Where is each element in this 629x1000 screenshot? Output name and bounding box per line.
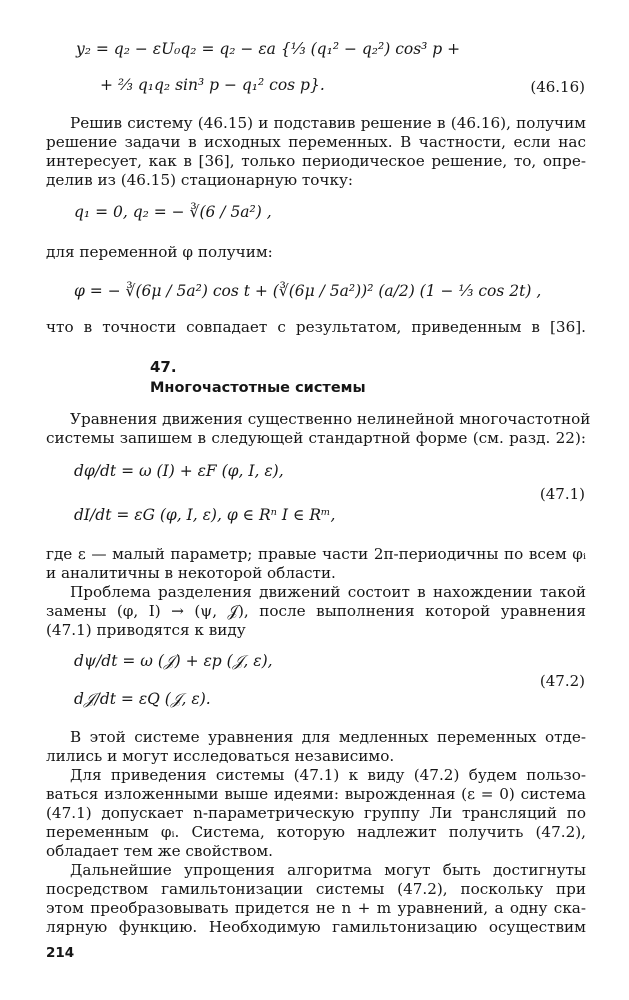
paragraph2-line-1: Уравнения движения существенно нелинейной многочастотной: [70, 410, 591, 428]
paragraph1-line-4: делив из (46.15) стационарную точку:: [46, 171, 354, 189]
page-number: 214: [46, 945, 75, 961]
paragraph6-line-3: (47.1) допускает n-параметрическую группу Ли трансляций по: [46, 804, 586, 822]
equation-47-1-line-2: dI/dt = εG (φ, I, ε), φ ∈ Rⁿ I ∈ Rᵐ,: [74, 506, 336, 524]
paragraph6-line-1: Для приведения системы (47.1) к виду (47.2) будем пользо-: [70, 766, 586, 784]
paragraph3-line-2: и аналитичны в некоторой области.: [46, 564, 336, 582]
paragraph6-line-5: обладает тем же свойством.: [46, 842, 273, 860]
text-coincides: что в точности совпадает с результатом, приведенным в [36].: [46, 318, 586, 336]
paragraph7-line-4: лярную функцию. Необходимую гамильтонизацию осуществим: [46, 918, 586, 936]
paragraph7-line-1: Дальнейшие упрощения алгоритма могут быть достигнуты: [70, 861, 586, 879]
paragraph5-line-1: В этой системе уравнения для медленных переменных отде-: [70, 728, 586, 746]
equation-46-16-line-2: + ⅔ q₁q₂ sin³ p − q₁² cos p}.: [100, 76, 325, 94]
section-title: Многочастотные системы: [150, 380, 366, 396]
equation-46-16-line-1: y₂ = q₂ − εU₀q₂ = q₂ − εa {⅓ (q₁² − q₂²) cos³ p +: [76, 40, 461, 58]
equation-number-47-2: (47.2): [539, 672, 585, 690]
paragraph1-line-2: решение задачи в исходных переменных. В частности, если нас: [46, 133, 586, 151]
paragraph4-line-3: (47.1) приводятся к виду: [46, 621, 246, 639]
equation-phi: φ = − ∛(6μ / 5a²) cos t + (∛(6μ / 5a²))² (a/2) (1 − ⅓ cos 2t) ,: [74, 282, 542, 300]
paragraph1-line-3: интересует, как в [36], только периодическое решение, то, опре-: [46, 152, 586, 170]
paragraph6-line-4: переменным φᵢ. Система, которую надлежит получить (47.2),: [46, 823, 586, 841]
equation-47-2-line-2: d𝒥/dt = εQ (𝒥, ε).: [74, 690, 211, 708]
equation-47-2-line-1: dψ/dt = ω (𝒥) + εp (𝒥, ε),: [74, 652, 273, 670]
paragraph3-line-1: где ε — малый параметр; правые части 2π-периодичны по всем φᵢ: [46, 545, 586, 563]
paragraph4-line-2: замены (φ, I) → (ψ, 𝒥), после выполнения которой уравнения: [46, 602, 586, 620]
equation-number-47-1: (47.1): [539, 485, 585, 503]
paragraph2-line-2: системы запишем в следующей стандартной форме (см. разд. 22):: [46, 429, 586, 447]
equation-stationary-point: q₁ = 0, q₂ = − ∛(6 / 5a²) ,: [74, 203, 272, 221]
equation-47-1-line-1: dφ/dt = ω (I) + εF (φ, I, ε),: [74, 462, 284, 480]
paragraph7-line-2: посредством гамильтонизации системы (47.2), поскольку при: [46, 880, 586, 898]
paragraph7-line-3: этом преобразовывать придется не n + m уравнений, а одну ска-: [46, 899, 586, 917]
paragraph1-line-1: Решив систему (46.15) и подставив решение в (46.16), получим: [70, 114, 586, 132]
text-for-phi: для переменной φ получим:: [46, 243, 273, 261]
paragraph6-line-2: ваться изложенными выше идеями: вырожденная (ε = 0) система: [46, 785, 586, 803]
paragraph5-line-2: лились и могут исследоваться независимо.: [46, 747, 395, 765]
paragraph4-line-1: Проблема разделения движений состоит в нахождении такой: [70, 583, 586, 601]
section-number: 47.: [150, 358, 177, 376]
equation-number-46-16: (46.16): [530, 78, 585, 96]
